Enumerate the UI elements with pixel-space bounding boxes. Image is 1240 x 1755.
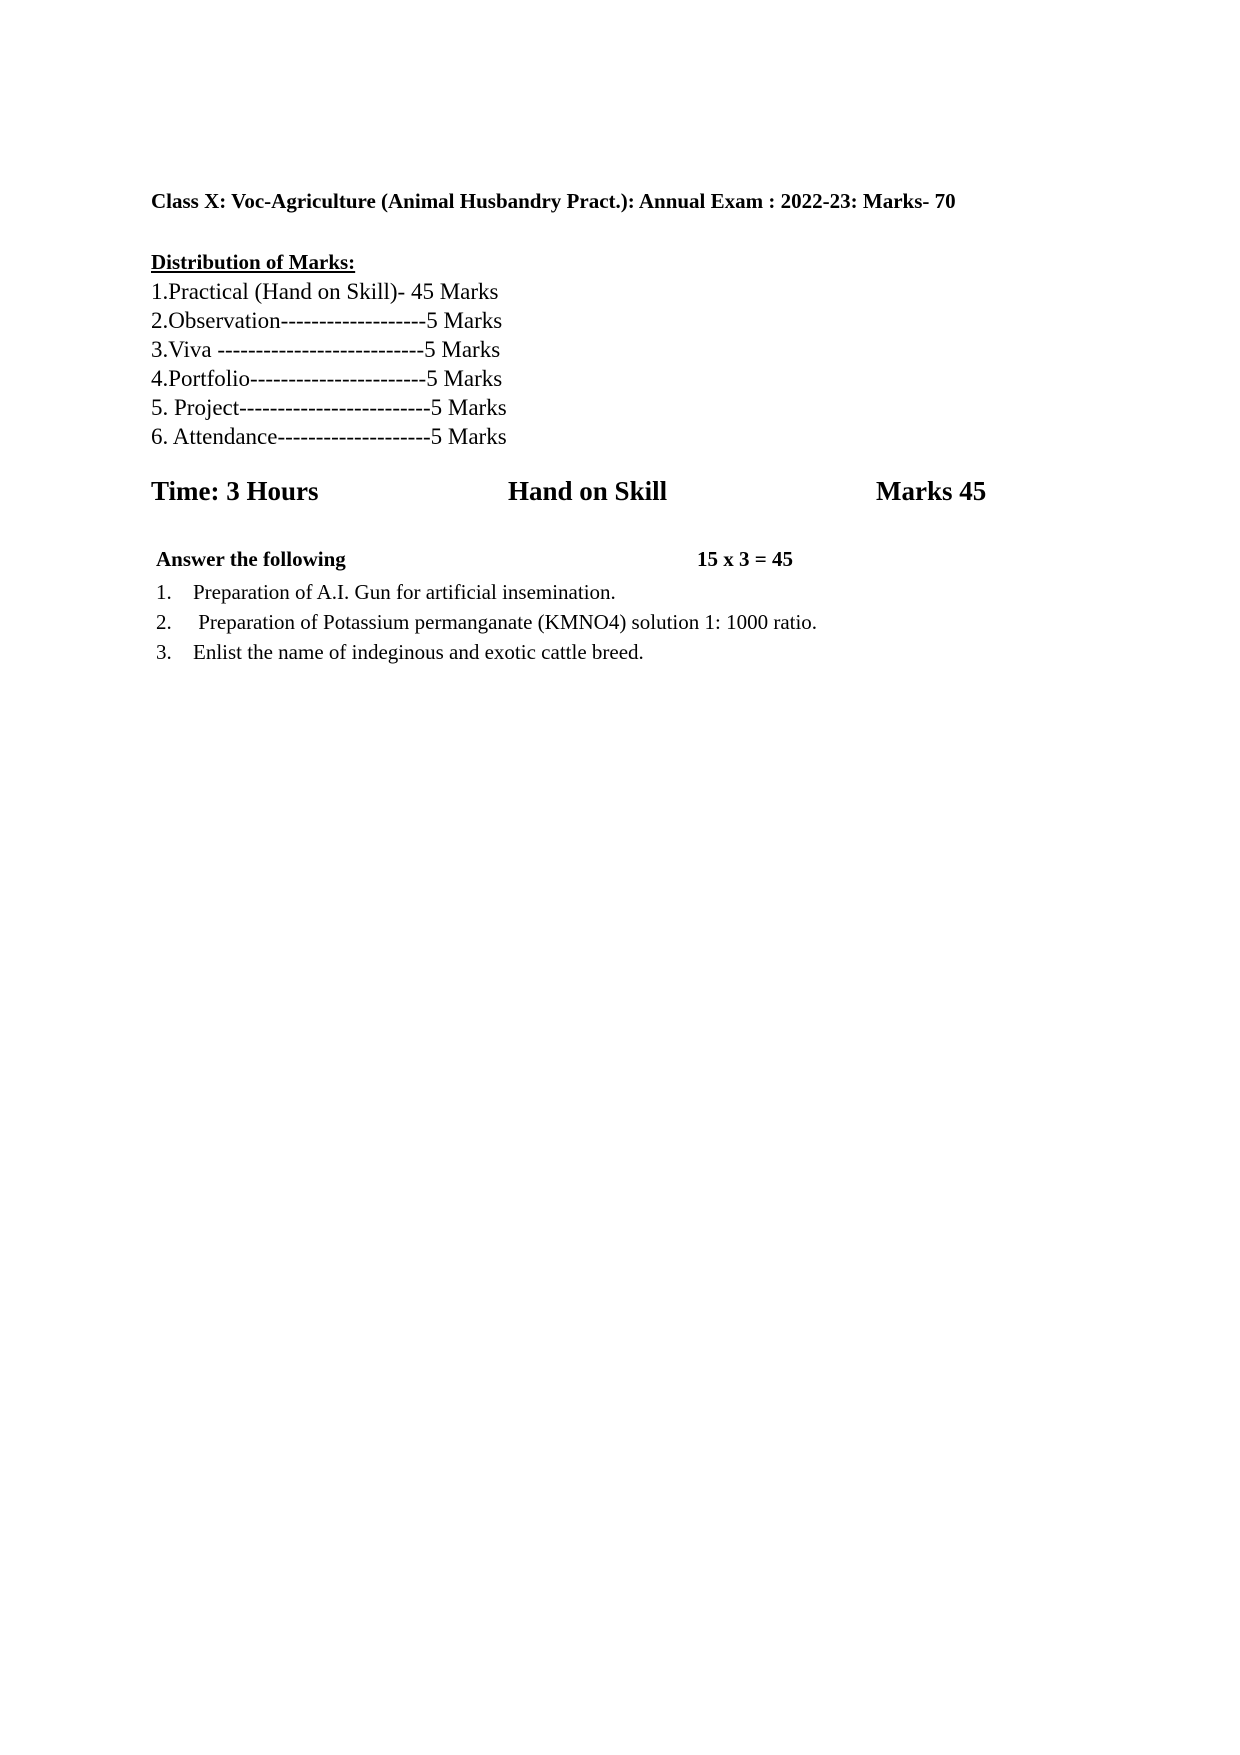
distribution-list <box>151 277 507 451</box>
section-marks: Marks 45 <box>876 476 987 506</box>
question-list <box>156 577 817 667</box>
question-item <box>156 607 817 637</box>
distribution-item: 6. Attendance--------------------5 Marks <box>151 424 507 449</box>
marks-formula: 15 x 3 = 45 <box>697 547 793 571</box>
distribution-item: 2.Observation-------------------5 Marks <box>151 308 503 333</box>
question-item <box>156 577 817 607</box>
section-header-row <box>0 476 1240 516</box>
distribution-item: 3.Viva ---------------------------5 Marks <box>151 337 501 362</box>
answer-instruction: Answer the following <box>156 547 346 571</box>
question-text: Enlist the name of indeginous and exotic cattle breed. <box>193 640 644 664</box>
question-text: Preparation of Potassium permanganate (KMNO4) solution 1: 1000 ratio. <box>193 610 818 634</box>
question-number: 1. <box>156 580 172 604</box>
distribution-item: 1.Practical (Hand on Skill)- 45 Marks <box>151 279 499 304</box>
question-number: 3. <box>156 640 172 664</box>
question-number: 2. <box>156 610 172 634</box>
distribution-item: 4.Portfolio-----------------------5 Marks <box>151 366 503 391</box>
exam-title: Class X: Voc-Agriculture (Animal Husbandry Pract.): Annual Exam : 2022-23: Marks- 70 <box>151 189 956 213</box>
question-item <box>156 637 817 667</box>
section-title: Hand on Skill <box>508 476 668 506</box>
distribution-item: 5. Project-------------------------5 Marks <box>151 395 507 420</box>
exam-time: Time: 3 Hours <box>151 476 319 506</box>
distribution-heading: Distribution of Marks: <box>151 250 356 274</box>
question-text: Preparation of A.I. Gun for artificial insemination. <box>193 580 616 604</box>
